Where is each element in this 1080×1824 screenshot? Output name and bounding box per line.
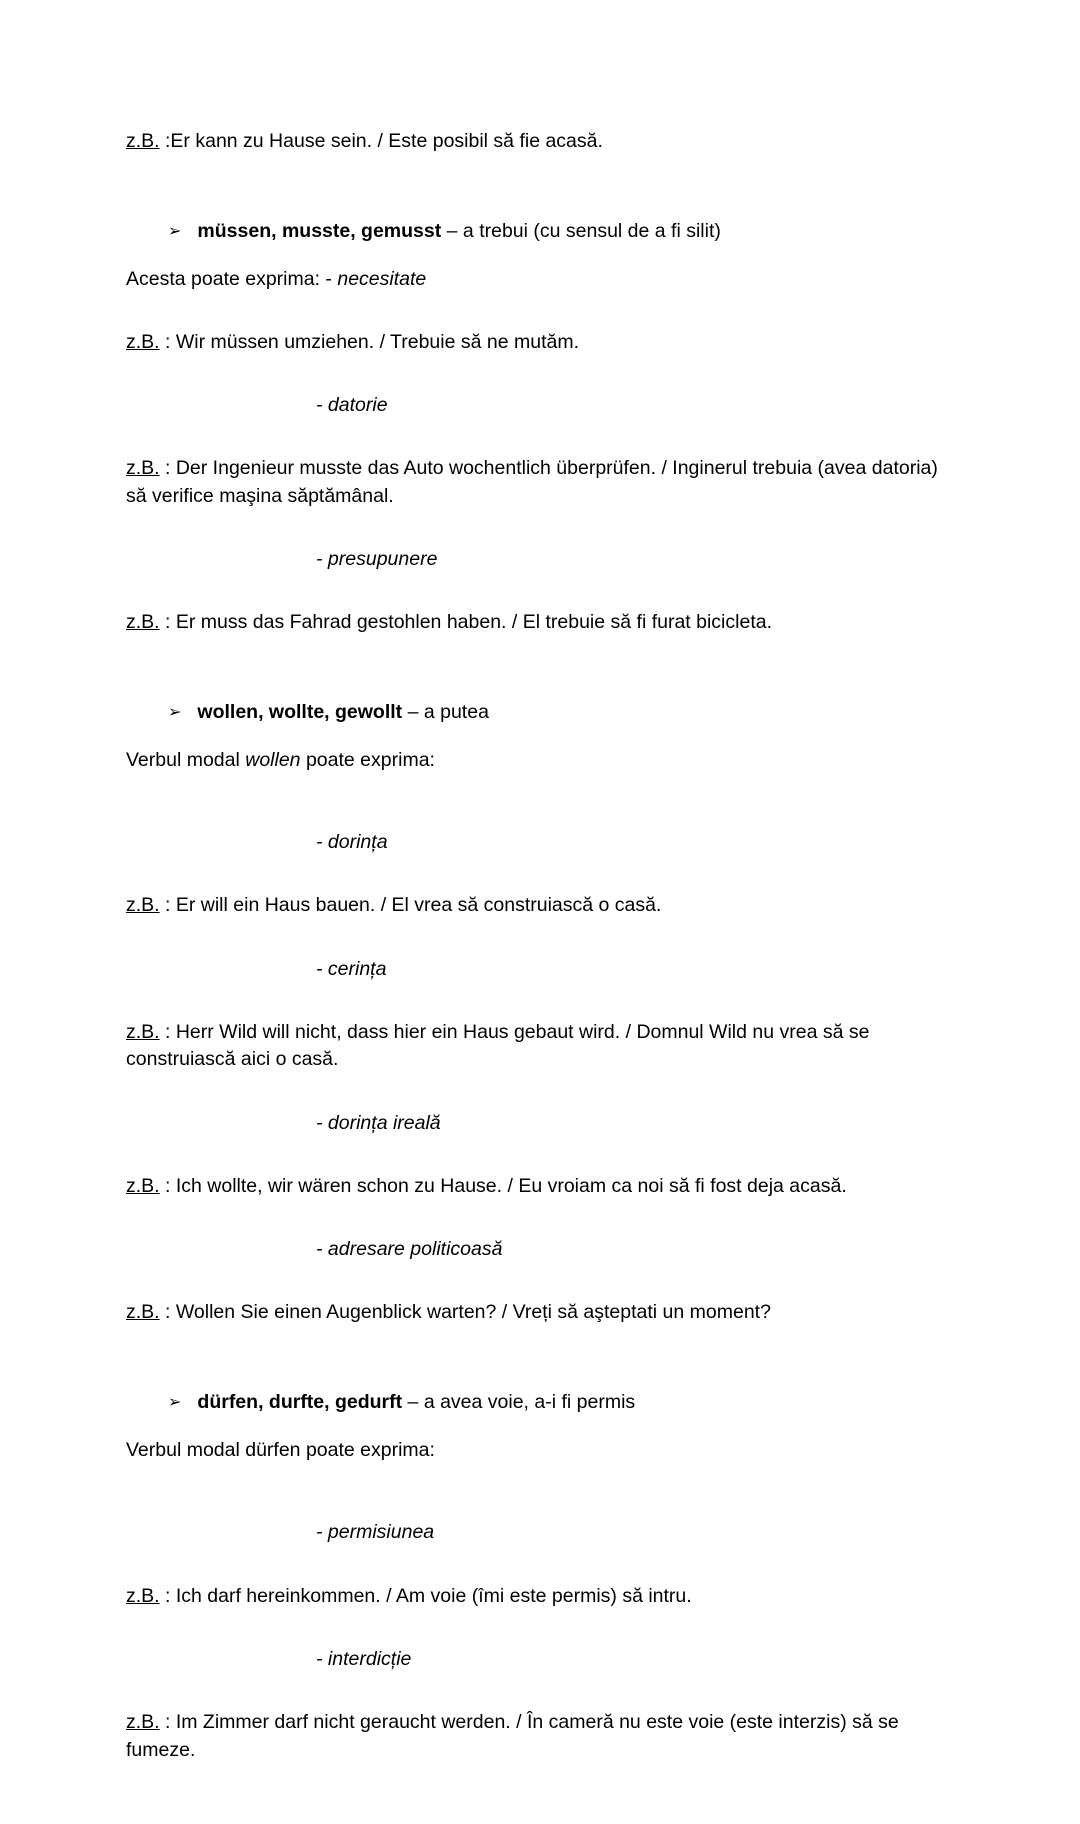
example-line: [126, 128, 960, 156]
spacer: [126, 1484, 960, 1500]
sub-item: - permisiunea: [316, 1521, 435, 1544]
arrow-bullet-icon: ➢: [168, 701, 182, 721]
spacer: [126, 637, 960, 699]
intro-line: [126, 746, 960, 774]
intro-emphasis: necesitate: [337, 267, 427, 290]
sub-item: - adresare politicoasă: [316, 1238, 503, 1261]
verb-translation: – a avea voie, a-i fi permis: [402, 1390, 636, 1413]
zb-label: z.B.: [126, 1020, 160, 1043]
sub-item: - presupunere: [316, 547, 438, 570]
spacer: [126, 356, 960, 372]
spacer: [126, 593, 960, 609]
spacer: [126, 1327, 960, 1389]
example-line: [126, 1299, 960, 1327]
zb-label: z.B.: [126, 1584, 160, 1607]
spacer: [126, 1074, 960, 1090]
zb-label: z.B.: [126, 457, 160, 480]
example-line: [126, 609, 960, 637]
zb-label: z.B.: [126, 611, 160, 634]
example-line: [126, 1583, 960, 1611]
verb-heading-durfen: [126, 1389, 960, 1417]
example-line: [126, 455, 960, 510]
spacer: [126, 1693, 960, 1709]
example-line: [126, 1019, 960, 1074]
example-text: : Ich wollte, wir wären schon zu Hause. / Eu vroiam ca noi să fi fost deja acasă.: [159, 1174, 847, 1197]
verb-translation: – a trebui (cu sensul de a fi silit): [441, 219, 721, 242]
arrow-bullet-icon: ➢: [168, 1391, 182, 1411]
spacer: [126, 1283, 960, 1299]
intro-before: Verbul modal dürfen poate exprima:: [126, 1439, 435, 1462]
verb-translation: – a putea: [402, 700, 489, 723]
example-line: [126, 1709, 960, 1764]
example-line: [126, 892, 960, 920]
sub-item: - datorie: [316, 393, 388, 416]
spacer: [126, 876, 960, 892]
example-text: : Er will ein Haus bauen. / El vrea să construiască o casă.: [159, 894, 662, 917]
spacer: [126, 794, 960, 810]
sub-item: - interdicție: [316, 1647, 412, 1670]
verb-forms: wollen, wollte, gewollt: [197, 700, 403, 723]
intro-line: [126, 265, 960, 293]
zb-label: z.B.: [126, 1710, 160, 1733]
zb-label: z.B.: [126, 1174, 160, 1197]
verb-forms: müssen, musste, gemusst: [197, 219, 442, 242]
spacer: [126, 439, 960, 455]
spacer: [126, 1567, 960, 1583]
spacer: [126, 1157, 960, 1173]
intro-before: Verbul modal: [126, 748, 246, 771]
intro-after: poate exprima:: [300, 748, 435, 771]
example-text: : Wollen Sie einen Augenblick warten? / Vreți să aşteptati un moment?: [159, 1301, 771, 1324]
example-line: [126, 329, 960, 357]
sub-item: - cerința: [316, 957, 387, 980]
intro-emphasis: wollen: [245, 748, 301, 771]
spacer: [126, 1610, 960, 1626]
spacer: [126, 313, 960, 329]
spacer: [126, 1003, 960, 1019]
spacer: [126, 1201, 960, 1217]
arrow-bullet-icon: ➢: [168, 220, 182, 240]
zb-label: z.B.: [126, 130, 160, 152]
example-text: : Der Ingenieur musste das Auto wochentlich überprüfen. / Inginerul trebuia (avea datoria) să verifice maşina săptămânal.: [126, 457, 938, 507]
intro-line: [126, 1436, 960, 1464]
zb-label: z.B.: [126, 894, 160, 917]
example-text: : Wir müssen umziehen. / Trebuie să ne mutăm.: [159, 330, 580, 353]
sub-item: - dorința ireală: [316, 1111, 441, 1134]
example-text: : Herr Wild will nicht, dass hier ein Haus gebaut wird. / Domnul Wild nu vrea să se construiască aici o casă.: [126, 1020, 870, 1071]
zb-label: z.B.: [126, 1301, 160, 1324]
example-line: [126, 1173, 960, 1201]
spacer: [126, 510, 960, 526]
intro-before: Acesta poate exprima: -: [126, 267, 338, 290]
verb-heading-wollen: [126, 699, 960, 727]
example-text: : Ich darf hereinkommen. / Am voie (îmi este permis) să intru.: [159, 1584, 692, 1607]
example-text: : Im Zimmer darf nicht geraucht werden. / În cameră nu este voie (este interzis) să se fumeze.: [126, 1710, 899, 1761]
sub-item: - dorința: [316, 831, 388, 854]
verb-forms: dürfen, durfte, gedurft: [197, 1390, 403, 1413]
example-text: :Er kann zu Hause sein. / Este posibil să fie acasă.: [159, 130, 603, 152]
spacer: [126, 156, 960, 218]
example-text: : Er muss das Fahrad gestohlen haben. / El trebuie să fi furat bicicleta.: [159, 611, 772, 634]
zb-label: z.B.: [126, 330, 160, 353]
spacer: [126, 920, 960, 936]
verb-heading-mussen: [126, 218, 960, 246]
